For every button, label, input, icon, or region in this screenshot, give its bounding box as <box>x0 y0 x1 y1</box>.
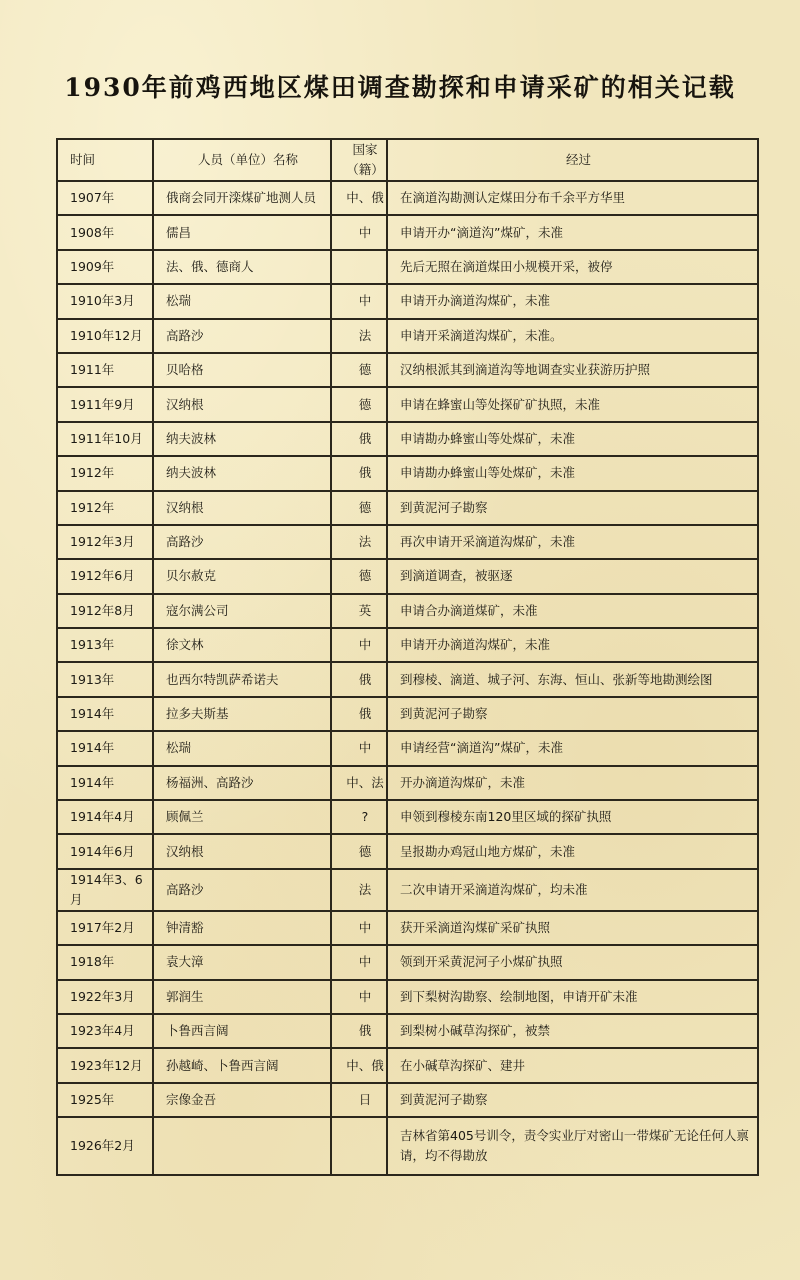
cell-country: 中 <box>331 628 387 662</box>
cell-time: 1917年2月 <box>57 911 153 945</box>
cell-country: 中、俄 <box>331 181 387 215</box>
page-title: 1930年前鸡西地区煤田调查勘探和申请采矿的相关记载 <box>64 73 736 102</box>
cell-detail: 二次申请开采滴道沟煤矿，均未准 <box>387 869 758 911</box>
table-row <box>57 181 758 215</box>
cell-person: 松瑞 <box>153 284 331 318</box>
cell-detail: 到梨树小碱草沟探矿，被禁 <box>387 1014 758 1048</box>
cell-person <box>153 1117 331 1175</box>
table-row <box>57 525 758 559</box>
cell-time: 1923年4月 <box>57 1014 153 1048</box>
cell-country: 俄 <box>331 697 387 731</box>
table-row <box>57 559 758 593</box>
cell-time: 1914年6月 <box>57 834 153 868</box>
cell-person: 也西尔特凯萨希诺夫 <box>153 662 331 696</box>
cell-time: 1909年 <box>57 250 153 284</box>
cell-country: 中 <box>331 215 387 249</box>
column-header-detail: 经过 <box>387 139 758 181</box>
cell-person: 顾佩兰 <box>153 800 331 834</box>
cell-time: 1911年10月 <box>57 422 153 456</box>
cell-person: 俄商会同开滦煤矿地测人员 <box>153 181 331 215</box>
cell-time: 1913年 <box>57 628 153 662</box>
cell-time: 1925年 <box>57 1083 153 1117</box>
table-body <box>57 181 758 1175</box>
cell-country: 法 <box>331 525 387 559</box>
table-row <box>57 911 758 945</box>
cell-person: 高路沙 <box>153 525 331 559</box>
cell-person: 宗像金吾 <box>153 1083 331 1117</box>
cell-country: 中 <box>331 731 387 765</box>
cell-detail: 在小碱草沟探矿、建井 <box>387 1048 758 1082</box>
cell-person: 纳夫波林 <box>153 422 331 456</box>
cell-time: 1912年6月 <box>57 559 153 593</box>
cell-detail: 到穆棱、滴道、城子河、东海、恒山、张新等地勘测绘图 <box>387 662 758 696</box>
table-row <box>57 1083 758 1117</box>
cell-detail: 申请勘办蜂蜜山等处煤矿，未准 <box>387 422 758 456</box>
cell-detail: 申请合办滴道煤矿，未准 <box>387 594 758 628</box>
table-row <box>57 1014 758 1048</box>
cell-person: 徐文林 <box>153 628 331 662</box>
cell-country: 中、法 <box>331 766 387 800</box>
cell-time: 1912年3月 <box>57 525 153 559</box>
cell-country <box>331 1117 387 1175</box>
cell-country: 法 <box>331 869 387 911</box>
cell-person: 汉纳根 <box>153 834 331 868</box>
cell-detail: 到滴道调查，被驱逐 <box>387 559 758 593</box>
cell-country: ? <box>331 800 387 834</box>
cell-person: 寇尔满公司 <box>153 594 331 628</box>
cell-country: 德 <box>331 491 387 525</box>
cell-person: 贝尔赦克 <box>153 559 331 593</box>
column-header-country: 国家（籍） <box>331 139 387 181</box>
table-row <box>57 215 758 249</box>
cell-country: 德 <box>331 387 387 421</box>
cell-time: 1926年2月 <box>57 1117 153 1175</box>
cell-country: 英 <box>331 594 387 628</box>
cell-detail: 申请经营“滴道沟”煤矿，未准 <box>387 731 758 765</box>
cell-detail: 获开采滴道沟煤矿采矿执照 <box>387 911 758 945</box>
table-row <box>57 353 758 387</box>
cell-time: 1914年 <box>57 766 153 800</box>
cell-country <box>331 250 387 284</box>
cell-person: 纳夫波林 <box>153 456 331 490</box>
table-row <box>57 697 758 731</box>
cell-person: 袁大漳 <box>153 945 331 979</box>
cell-time: 1912年 <box>57 456 153 490</box>
cell-person: 贝哈格 <box>153 353 331 387</box>
table-row <box>57 945 758 979</box>
table-row <box>57 1117 758 1175</box>
cell-person: 法、俄、德商人 <box>153 250 331 284</box>
cell-time: 1923年12月 <box>57 1048 153 1082</box>
cell-time: 1922年3月 <box>57 980 153 1014</box>
column-header-person: 人员（单位）名称 <box>153 139 331 181</box>
table-row <box>57 628 758 662</box>
cell-person: 钟清豁 <box>153 911 331 945</box>
cell-country: 法 <box>331 319 387 353</box>
cell-person: 儒昌 <box>153 215 331 249</box>
table-row <box>57 491 758 525</box>
cell-time: 1914年4月 <box>57 800 153 834</box>
cell-detail: 申请开采滴道沟煤矿，未准。 <box>387 319 758 353</box>
cell-detail: 申领到穆棱东南120里区域的探矿执照 <box>387 800 758 834</box>
table-row <box>57 456 758 490</box>
cell-detail: 先后无照在滴道煤田小规模开采，被停 <box>387 250 758 284</box>
cell-detail: 申请勘办蜂蜜山等处煤矿，未准 <box>387 456 758 490</box>
records-table <box>56 138 759 1176</box>
cell-detail: 开办滴道沟煤矿，未准 <box>387 766 758 800</box>
cell-country: 德 <box>331 559 387 593</box>
cell-person: 汉纳根 <box>153 491 331 525</box>
cell-country: 中 <box>331 284 387 318</box>
table-row <box>57 250 758 284</box>
cell-country: 俄 <box>331 1014 387 1048</box>
cell-country: 俄 <box>331 422 387 456</box>
cell-detail: 呈报勘办鸡冠山地方煤矿，未准 <box>387 834 758 868</box>
cell-person: 卜鲁西言阔 <box>153 1014 331 1048</box>
cell-person: 汉纳根 <box>153 387 331 421</box>
cell-time: 1910年3月 <box>57 284 153 318</box>
table-header-row <box>57 139 758 181</box>
table-row <box>57 284 758 318</box>
cell-person: 高路沙 <box>153 869 331 911</box>
cell-country: 中、俄 <box>331 1048 387 1082</box>
cell-detail: 领到开采黄泥河子小煤矿执照 <box>387 945 758 979</box>
cell-person: 拉多夫斯基 <box>153 697 331 731</box>
cell-country: 德 <box>331 353 387 387</box>
cell-detail: 申请开办滴道沟煤矿，未准 <box>387 284 758 318</box>
cell-country: 德 <box>331 834 387 868</box>
cell-detail: 到黄泥河子勘察 <box>387 1083 758 1117</box>
cell-detail: 在滴道沟勘测认定煤田分布千余平方华里 <box>387 181 758 215</box>
table-row <box>57 834 758 868</box>
table-row <box>57 662 758 696</box>
cell-person: 孙越崎、卜鲁西言阔 <box>153 1048 331 1082</box>
table-row <box>57 869 758 911</box>
table-row <box>57 319 758 353</box>
cell-country: 俄 <box>331 456 387 490</box>
column-header-time: 时间 <box>57 139 153 181</box>
cell-time: 1912年8月 <box>57 594 153 628</box>
cell-detail: 汉纳根派其到滴道沟等地调查实业获游历护照 <box>387 353 758 387</box>
cell-time: 1914年3、6月 <box>57 869 153 911</box>
cell-detail: 到黄泥河子勘察 <box>387 491 758 525</box>
table-row <box>57 594 758 628</box>
cell-person: 郭润生 <box>153 980 331 1014</box>
cell-time: 1908年 <box>57 215 153 249</box>
table-row <box>57 766 758 800</box>
cell-detail: 吉林省第405号训令，责令实业厅对密山一带煤矿无论任何人禀请，均不得勘放 <box>387 1117 758 1175</box>
cell-country: 中 <box>331 945 387 979</box>
cell-person: 松瑞 <box>153 731 331 765</box>
cell-time: 1907年 <box>57 181 153 215</box>
table-row <box>57 731 758 765</box>
cell-time: 1910年12月 <box>57 319 153 353</box>
cell-time: 1918年 <box>57 945 153 979</box>
table-row <box>57 980 758 1014</box>
cell-country: 日 <box>331 1083 387 1117</box>
table-row <box>57 1048 758 1082</box>
cell-person: 高路沙 <box>153 319 331 353</box>
cell-time: 1911年 <box>57 353 153 387</box>
cell-detail: 申请开办滴道沟煤矿，未准 <box>387 628 758 662</box>
cell-time: 1911年9月 <box>57 387 153 421</box>
cell-person: 杨福洲、高路沙 <box>153 766 331 800</box>
cell-time: 1914年 <box>57 731 153 765</box>
table-row <box>57 422 758 456</box>
cell-country: 俄 <box>331 662 387 696</box>
cell-detail: 申请在蜂蜜山等处探矿矿执照，未准 <box>387 387 758 421</box>
cell-country: 中 <box>331 980 387 1014</box>
cell-detail: 到黄泥河子勘察 <box>387 697 758 731</box>
cell-time: 1912年 <box>57 491 153 525</box>
cell-time: 1913年 <box>57 662 153 696</box>
cell-country: 中 <box>331 911 387 945</box>
cell-time: 1914年 <box>57 697 153 731</box>
cell-detail: 到下梨树沟勘察、绘制地图，申请开矿未准 <box>387 980 758 1014</box>
table-row <box>57 800 758 834</box>
cell-detail: 再次申请开采滴道沟煤矿，未准 <box>387 525 758 559</box>
table-row <box>57 387 758 421</box>
cell-detail: 申请开办“滴道沟”煤矿，未准 <box>387 215 758 249</box>
